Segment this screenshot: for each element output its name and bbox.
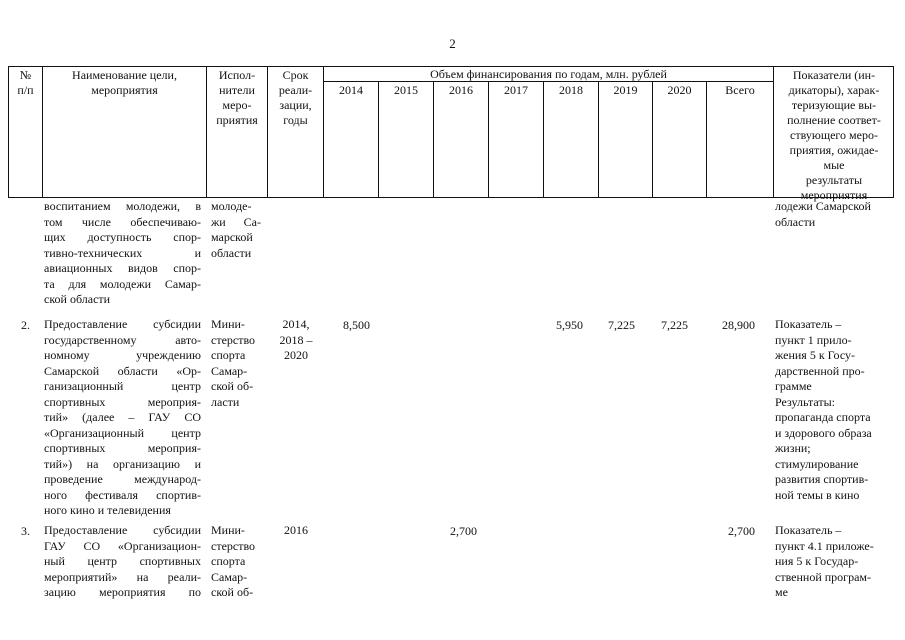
header-executors: Испол- нители меро- приятия (216, 68, 258, 127)
row-number: 2. (21, 318, 30, 332)
header-year-2017: 2017 (504, 83, 528, 97)
value-total: 2,700 (728, 524, 755, 538)
value-2014: 8,500 (343, 318, 370, 332)
continuation-executors: молоде- жи Са- марской области (211, 199, 261, 260)
continuation-name: воспитанием молодежи, в том числе обеспечиваю- щих доступность спор- тивно-технических и авиационных видов спор- та для молодежи Самар- ской области (44, 199, 201, 306)
table-header (8, 66, 894, 202)
value-total: 28,900 (722, 318, 755, 332)
row-term: 2014, 2018 – 2020 (279, 317, 313, 362)
row-name: Предоставление субсидии ГАУ СО «Организацион- ный центр спортивных мероприятий» на реали- зацию мероприятия по (44, 523, 201, 599)
row-number: 3. (21, 524, 30, 538)
header-financing: Объем финансирования по годам, млн. рублей (430, 67, 667, 81)
value-2020: 7,225 (661, 318, 688, 332)
header-year-2015: 2015 (394, 83, 418, 97)
header-num: № п/п (17, 68, 34, 97)
header-indicators: Показатели (ин- дикаторы), харак- теризующие вы- полнение соответ- ствующего меро- приятия, ожидае- мые результаты мероприятия (787, 68, 881, 202)
header-year-2018: 2018 (559, 83, 583, 97)
row-indicators: Показатель – пункт 4.1 приложе- ния 5 к Государ- ственной програм- ме (775, 523, 874, 599)
header-year-2020: 2020 (667, 83, 692, 97)
row-executors: Мини- стерство спорта Самар- ской об- ласти (211, 317, 256, 409)
header-year-2014: 2014 (339, 83, 363, 97)
row-term: 2016 (284, 523, 308, 537)
header-name: Наименование цели, мероприятия (72, 68, 177, 97)
row-name: Предоставление субсидии государственному авто- номному учреждению Самарской области «Ор- ганизационный центр спортивных мероприя- тий» (далее – ГАУ СО «Организационный центр спортивных мероприя- тий») на организацию и проведение международ- ного фестиваля спортив- ного кино и телевидения (44, 317, 201, 517)
value-2018: 5,950 (556, 318, 583, 332)
row-executors: Мини- стерство спорта Самар- ской об- (211, 523, 256, 599)
header-total: Всего (725, 83, 755, 97)
value-2016: 2,700 (450, 524, 477, 538)
value-2019: 7,225 (608, 318, 635, 332)
header-term: Срок реали- зации, годы (278, 68, 313, 127)
header-year-2016: 2016 (449, 83, 473, 97)
page-number: 2 (449, 36, 456, 51)
continuation-indicators: лодежи Самарской области (775, 199, 871, 229)
header-year-2019: 2019 (613, 83, 638, 97)
row-indicators: Показатель – пункт 1 прило- жения 5 к Госу- дарственной про- грамме Результаты: пропаганда спорта и здорового образа жизни; стимулирование развития спортив- ной темы в кино (775, 317, 872, 502)
